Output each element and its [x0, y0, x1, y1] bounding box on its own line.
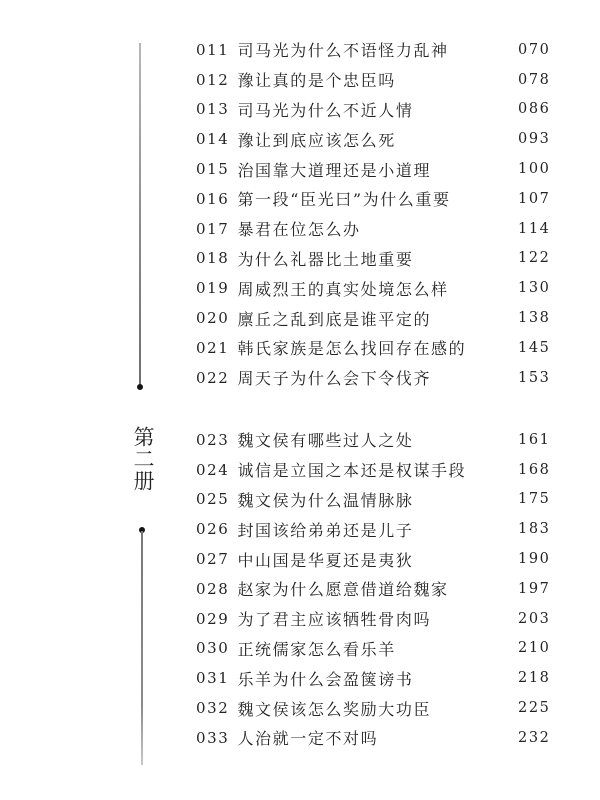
entry-title: 诚信是立国之本还是权谋手段: [237, 461, 467, 481]
section-divider-line-2: [141, 531, 143, 765]
entry-number: 022: [196, 368, 230, 387]
entry-page-number: 114: [518, 220, 551, 237]
entry-title: 治国靠大道理还是小道理: [237, 160, 432, 180]
entry-number: 025: [196, 490, 230, 509]
entry-page-number: 086: [518, 101, 551, 118]
entry-number: 015: [196, 160, 230, 179]
entry-title: 魏文侯该怎么奖励大功臣: [237, 699, 432, 719]
toc-entry-row: [196, 65, 560, 95]
entry-number: 028: [196, 579, 230, 598]
entry-number: 019: [196, 279, 230, 298]
entry-number: 012: [196, 70, 230, 89]
entry-title: 暴君在位怎么办: [237, 220, 361, 240]
entry-number: 021: [196, 338, 230, 357]
toc-entry-row: [196, 663, 560, 693]
entry-page-number: 190: [518, 551, 551, 568]
entry-title: 司马光为什么不近人情: [237, 100, 414, 120]
entry-number: 033: [196, 728, 230, 747]
entry-title: 乐羊为什么会盈箧谤书: [237, 669, 414, 689]
toc-entry-row: [196, 95, 560, 125]
toc-entry-row: [196, 244, 560, 274]
section-divider-line-1: [139, 43, 141, 385]
entry-number: 027: [196, 550, 230, 569]
entry-number: 013: [196, 100, 230, 119]
entry-title: 为了君主应该牺牲骨肉吗: [237, 610, 432, 630]
entry-title: 人治就一定不对吗: [237, 729, 379, 749]
entry-page-number: 145: [518, 339, 551, 356]
entry-title: 封国该给弟弟还是儿子: [237, 520, 414, 540]
toc-entry-row: [196, 214, 560, 244]
entry-page-number: 197: [518, 580, 551, 597]
entry-number: 032: [196, 699, 230, 718]
toc-entry-row: [196, 485, 560, 515]
entry-title: 魏文侯为什么温情脉脉: [237, 490, 414, 510]
toc-entry-row: [196, 184, 560, 214]
entry-title: 周威烈王的真实处境怎么样: [237, 279, 449, 299]
entry-page-number: 225: [518, 700, 551, 717]
entry-page-number: 161: [518, 431, 551, 448]
entry-number: 029: [196, 609, 230, 628]
entry-title: 周天子为什么会下令伐齐: [237, 369, 432, 389]
toc-entry-row: [196, 604, 560, 634]
entry-page-number: 070: [518, 41, 551, 58]
entry-title: 司马光为什么不语怪力乱神: [237, 41, 449, 61]
entry-title: 韩氏家族是怎么找回存在感的: [237, 339, 467, 359]
entry-title: 中山国是华夏还是夷狄: [237, 550, 414, 570]
entry-page-number: 093: [518, 131, 551, 148]
toc-entry-row: [196, 693, 560, 723]
toc-entry-row: [196, 425, 560, 455]
entry-page-number: 100: [518, 161, 551, 178]
entry-title: 豫让真的是个忠臣吗: [237, 71, 396, 91]
entry-page-number: 203: [518, 610, 551, 627]
toc-entry-row: [196, 35, 560, 65]
entry-page-number: 107: [518, 190, 551, 207]
entry-title: 豫让到底应该怎么死: [237, 130, 396, 150]
entry-number: 017: [196, 219, 230, 238]
entry-page-number: 122: [518, 250, 551, 267]
entry-page-number: 153: [518, 369, 551, 386]
toc-entry-row: [196, 723, 560, 753]
toc-entry-row: [196, 303, 560, 333]
toc-entry-row: [196, 634, 560, 664]
toc-entry-row: [196, 333, 560, 363]
entry-number: 026: [196, 520, 230, 539]
toc-entry-row: [196, 363, 560, 393]
toc-entry-row: [196, 124, 560, 154]
entry-title: 第一段“臣光曰”为什么重要: [237, 190, 451, 210]
entry-page-number: 130: [518, 280, 551, 297]
toc-entry-row: [196, 154, 560, 184]
entry-page-number: 218: [518, 670, 551, 687]
entry-number: 018: [196, 249, 230, 268]
entry-number: 024: [196, 460, 230, 479]
entry-page-number: 078: [518, 71, 551, 88]
entry-number: 031: [196, 669, 230, 688]
entry-number: 020: [196, 309, 230, 328]
toc-entry-row: [196, 514, 560, 544]
toc-entry-row: [196, 574, 560, 604]
entry-number: 030: [196, 639, 230, 658]
entry-title: 正统儒家怎么看乐羊: [237, 639, 396, 659]
toc-entry-row: [196, 544, 560, 574]
toc-group-volume-1-entries: [196, 35, 560, 393]
toc-entry-row: [196, 455, 560, 485]
toc-group-volume-2-entries: [196, 425, 560, 753]
entry-page-number: 210: [518, 640, 551, 657]
entry-number: 011: [196, 40, 230, 59]
entry-number: 016: [196, 189, 230, 208]
entry-page-number: 138: [518, 310, 551, 327]
entry-title: 魏文侯有哪些过人之处: [237, 431, 414, 451]
entry-title: 廪丘之乱到底是谁平定的: [237, 309, 432, 329]
entry-page-number: 175: [518, 491, 551, 508]
entry-number: 014: [196, 130, 230, 149]
entry-page-number: 183: [518, 521, 551, 538]
entry-title: 赵家为什么愿意借道给魏家: [237, 580, 449, 600]
divider-end-dot-1: [137, 384, 143, 390]
entry-page-number: 232: [518, 729, 551, 746]
volume-label: 第二册: [131, 426, 155, 492]
toc-entry-row: [196, 273, 560, 303]
entry-number: 023: [196, 430, 230, 449]
entry-page-number: 168: [518, 461, 551, 478]
entry-title: 为什么礼器比土地重要: [237, 249, 414, 269]
